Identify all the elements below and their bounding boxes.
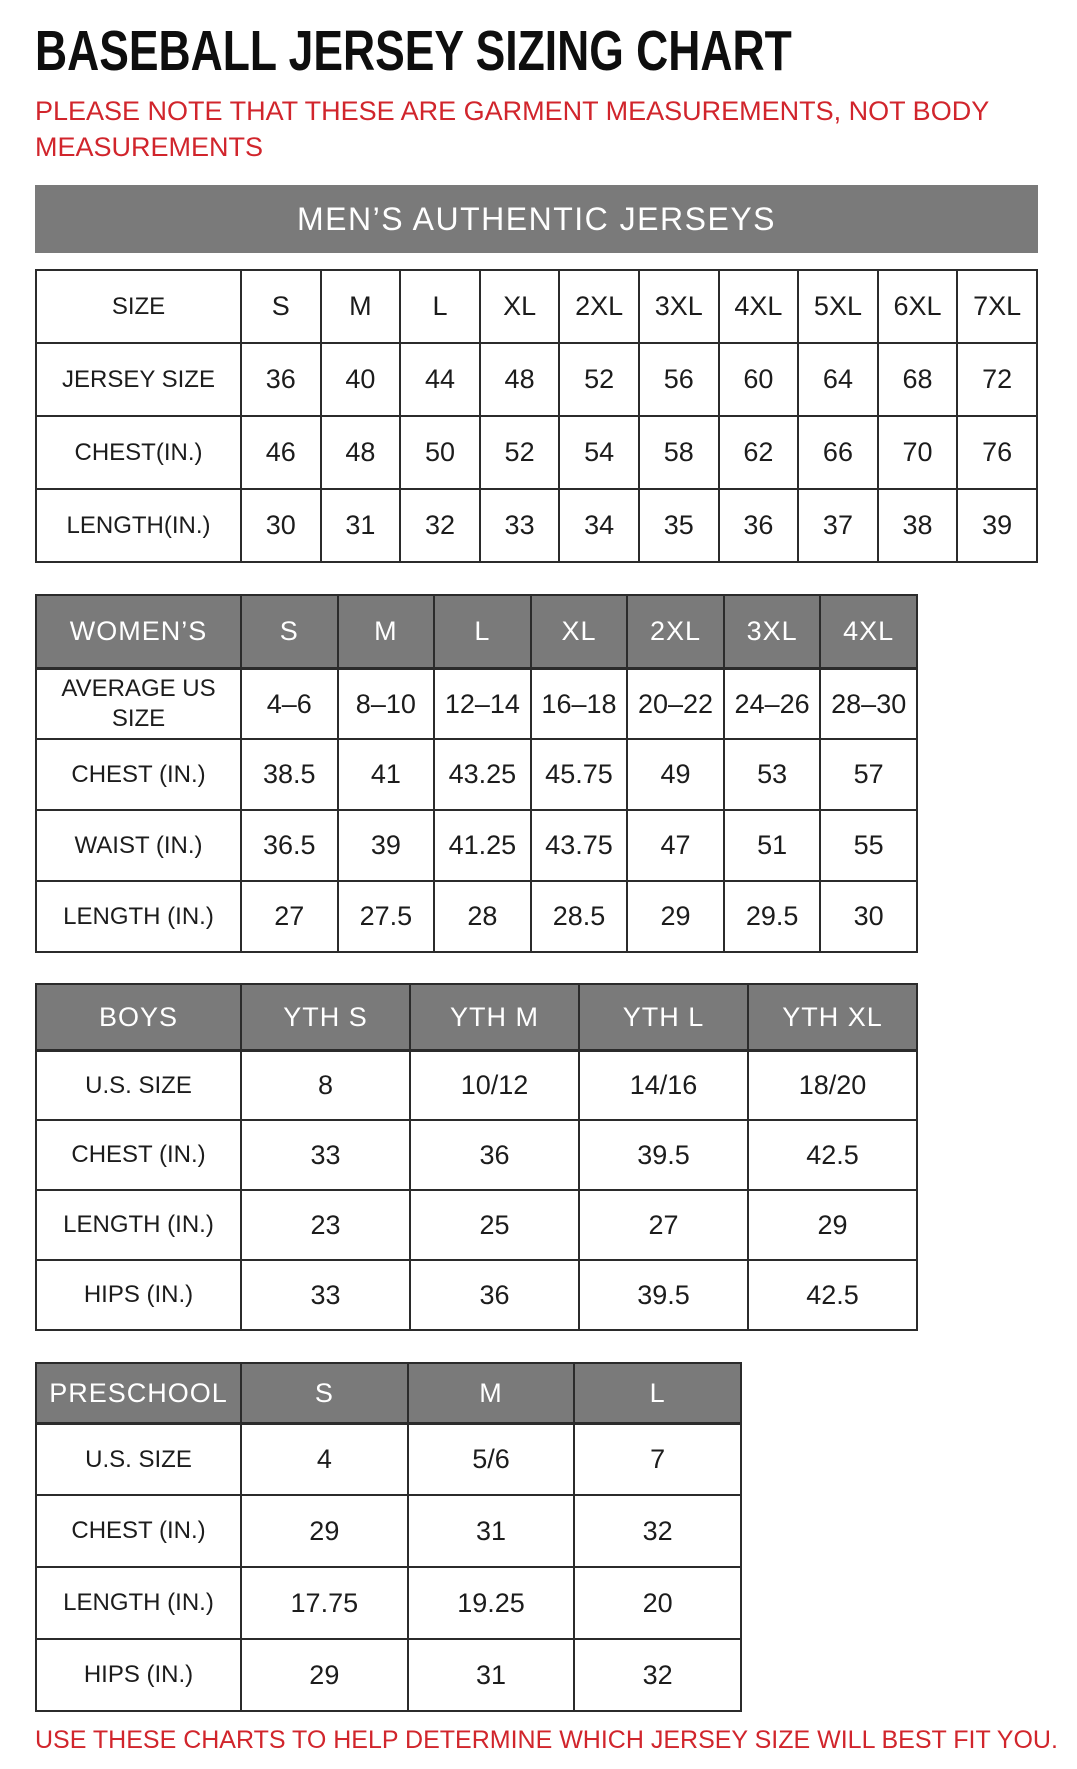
data-cell: 57 bbox=[820, 739, 917, 810]
data-cell: 2XL bbox=[559, 270, 639, 343]
table-row bbox=[36, 1050, 917, 1120]
data-cell: 36.5 bbox=[241, 810, 338, 881]
womens-sizing-table bbox=[35, 594, 918, 953]
preschool-sizing-table bbox=[35, 1362, 742, 1712]
note-line: PLEASE NOTE THAT THESE ARE GARMENT MEASUREMENTS, NOT BODY bbox=[35, 96, 990, 127]
data-cell: 39.5 bbox=[579, 1120, 748, 1190]
data-cell: 68 bbox=[878, 343, 958, 416]
data-cell: 53 bbox=[724, 739, 821, 810]
data-cell: 4–6 bbox=[241, 668, 338, 739]
size-header-cell: YTH M bbox=[410, 984, 579, 1050]
data-cell: 38 bbox=[878, 489, 958, 562]
row-label: LENGTH(IN.) bbox=[36, 489, 241, 562]
table-row bbox=[36, 668, 917, 739]
row-label: U.S. SIZE bbox=[36, 1050, 241, 1120]
data-cell: 7XL bbox=[957, 270, 1037, 343]
data-cell: 33 bbox=[480, 489, 560, 562]
data-cell: 8 bbox=[241, 1050, 410, 1120]
row-label: CHEST(IN.) bbox=[36, 416, 241, 489]
data-cell: 14/16 bbox=[579, 1050, 748, 1120]
preschool-header-row bbox=[36, 1363, 741, 1423]
data-cell: 28 bbox=[434, 881, 531, 952]
table-row bbox=[36, 343, 1037, 416]
size-header-cell: L bbox=[434, 595, 531, 668]
data-cell: 5/6 bbox=[408, 1423, 575, 1495]
row-label: LENGTH (IN.) bbox=[36, 1567, 241, 1639]
data-cell: 24–26 bbox=[724, 668, 821, 739]
data-cell: 12–14 bbox=[434, 668, 531, 739]
data-cell: 20–22 bbox=[627, 668, 724, 739]
size-header-cell: XL bbox=[531, 595, 628, 668]
data-cell: 4 bbox=[241, 1423, 408, 1495]
data-cell: 45.75 bbox=[531, 739, 628, 810]
data-cell: 29 bbox=[241, 1495, 408, 1567]
data-cell: 10/12 bbox=[410, 1050, 579, 1120]
size-header-cell: 4XL bbox=[820, 595, 917, 668]
data-cell: M bbox=[321, 270, 401, 343]
row-label: CHEST (IN.) bbox=[36, 1495, 241, 1567]
data-cell: 42.5 bbox=[748, 1260, 917, 1330]
data-cell: 60 bbox=[719, 343, 799, 416]
data-cell: 28–30 bbox=[820, 668, 917, 739]
data-cell: 35 bbox=[639, 489, 719, 562]
data-cell: 66 bbox=[798, 416, 878, 489]
womens-header-row bbox=[36, 595, 917, 668]
footer-note: USE THESE CHARTS TO HELP DETERMINE WHICH JERSEY SIZE WILL BEST FIT YOU. bbox=[35, 1726, 1058, 1755]
data-cell: 40 bbox=[321, 343, 401, 416]
data-cell: 32 bbox=[400, 489, 480, 562]
row-label: HIPS (IN.) bbox=[36, 1639, 241, 1711]
data-cell: 70 bbox=[878, 416, 958, 489]
data-cell: 37 bbox=[798, 489, 878, 562]
row-label: LENGTH (IN.) bbox=[36, 1190, 241, 1260]
mens-sizing-table bbox=[35, 269, 1038, 563]
size-header-cell: 2XL bbox=[627, 595, 724, 668]
data-cell: 43.75 bbox=[531, 810, 628, 881]
mens-table-banner: MEN’S AUTHENTIC JERSEYS bbox=[35, 185, 1038, 253]
data-cell: 58 bbox=[639, 416, 719, 489]
size-header-cell: S bbox=[241, 595, 338, 668]
row-label: WAIST (IN.) bbox=[36, 810, 241, 881]
data-cell: 34 bbox=[559, 489, 639, 562]
note-line: MEASUREMENTS bbox=[35, 131, 264, 162]
row-label: LENGTH (IN.) bbox=[36, 881, 241, 952]
row-label: JERSEY SIZE bbox=[36, 343, 241, 416]
data-cell: 48 bbox=[480, 343, 560, 416]
size-header-cell: M bbox=[408, 1363, 575, 1423]
table-row bbox=[36, 1567, 741, 1639]
table-row bbox=[36, 1495, 741, 1567]
data-cell: 50 bbox=[400, 416, 480, 489]
data-cell: 7 bbox=[574, 1423, 741, 1495]
table-row bbox=[36, 810, 917, 881]
data-cell: 62 bbox=[719, 416, 799, 489]
data-cell: 36 bbox=[241, 343, 321, 416]
page-title: BASEBALL JERSEY SIZING CHART bbox=[35, 19, 792, 83]
data-cell: S bbox=[241, 270, 321, 343]
data-cell: 51 bbox=[724, 810, 821, 881]
data-cell: 36 bbox=[410, 1120, 579, 1190]
data-cell: 41 bbox=[338, 739, 435, 810]
data-cell: 43.25 bbox=[434, 739, 531, 810]
size-header-cell: 3XL bbox=[724, 595, 821, 668]
data-cell: 31 bbox=[408, 1495, 575, 1567]
table-row bbox=[36, 1190, 917, 1260]
data-cell: 36 bbox=[410, 1260, 579, 1330]
data-cell: 49 bbox=[627, 739, 724, 810]
data-cell: 47 bbox=[627, 810, 724, 881]
data-cell: 29 bbox=[627, 881, 724, 952]
table-row bbox=[36, 881, 917, 952]
data-cell: 27 bbox=[241, 881, 338, 952]
table-row bbox=[36, 739, 917, 810]
data-cell: 33 bbox=[241, 1120, 410, 1190]
table-row bbox=[36, 1260, 917, 1330]
data-cell: 28.5 bbox=[531, 881, 628, 952]
data-cell: 32 bbox=[574, 1495, 741, 1567]
data-cell: 54 bbox=[559, 416, 639, 489]
data-cell: 31 bbox=[408, 1639, 575, 1711]
row-label: CHEST (IN.) bbox=[36, 1120, 241, 1190]
data-cell: 52 bbox=[480, 416, 560, 489]
data-cell: 27.5 bbox=[338, 881, 435, 952]
row-label: U.S. SIZE bbox=[36, 1423, 241, 1495]
data-cell: 30 bbox=[241, 489, 321, 562]
data-cell: 30 bbox=[820, 881, 917, 952]
size-header-cell: M bbox=[338, 595, 435, 668]
data-cell: 56 bbox=[639, 343, 719, 416]
data-cell: 17.75 bbox=[241, 1567, 408, 1639]
data-cell: 55 bbox=[820, 810, 917, 881]
size-header-cell: L bbox=[574, 1363, 741, 1423]
data-cell: 39 bbox=[957, 489, 1037, 562]
garment-measurements-note bbox=[35, 94, 1077, 165]
data-cell: 52 bbox=[559, 343, 639, 416]
row-label: AVERAGE US SIZE bbox=[36, 668, 241, 739]
data-cell: 64 bbox=[798, 343, 878, 416]
data-cell: 8–10 bbox=[338, 668, 435, 739]
table-row bbox=[36, 1639, 741, 1711]
data-cell: 31 bbox=[321, 489, 401, 562]
table-row bbox=[36, 1423, 741, 1495]
womens-header-label: WOMEN’S bbox=[36, 595, 241, 668]
data-cell: 16–18 bbox=[531, 668, 628, 739]
data-cell: 36 bbox=[719, 489, 799, 562]
preschool-header-label: PRESCHOOL bbox=[36, 1363, 241, 1423]
data-cell: 6XL bbox=[878, 270, 958, 343]
data-cell: 29 bbox=[241, 1639, 408, 1711]
table-row bbox=[36, 416, 1037, 489]
data-cell: 20 bbox=[574, 1567, 741, 1639]
data-cell: 18/20 bbox=[748, 1050, 917, 1120]
table-row bbox=[36, 270, 1037, 343]
row-label: SIZE bbox=[36, 270, 241, 343]
data-cell: 38.5 bbox=[241, 739, 338, 810]
data-cell: 32 bbox=[574, 1639, 741, 1711]
table-row bbox=[36, 489, 1037, 562]
size-header-cell: YTH L bbox=[579, 984, 748, 1050]
data-cell: 3XL bbox=[639, 270, 719, 343]
data-cell: XL bbox=[480, 270, 560, 343]
table-row bbox=[36, 1120, 917, 1190]
data-cell: 46 bbox=[241, 416, 321, 489]
data-cell: 42.5 bbox=[748, 1120, 917, 1190]
size-header-cell: YTH XL bbox=[748, 984, 917, 1050]
data-cell: 4XL bbox=[719, 270, 799, 343]
data-cell: 41.25 bbox=[434, 810, 531, 881]
data-cell: 27 bbox=[579, 1190, 748, 1260]
data-cell: 25 bbox=[410, 1190, 579, 1260]
data-cell: 33 bbox=[241, 1260, 410, 1330]
data-cell: 39.5 bbox=[579, 1260, 748, 1330]
boys-header-label: BOYS bbox=[36, 984, 241, 1050]
data-cell: 39 bbox=[338, 810, 435, 881]
data-cell: 76 bbox=[957, 416, 1037, 489]
data-cell: 29 bbox=[748, 1190, 917, 1260]
data-cell: 44 bbox=[400, 343, 480, 416]
data-cell: 48 bbox=[321, 416, 401, 489]
data-cell: 5XL bbox=[798, 270, 878, 343]
data-cell: L bbox=[400, 270, 480, 343]
data-cell: 29.5 bbox=[724, 881, 821, 952]
row-label: HIPS (IN.) bbox=[36, 1260, 241, 1330]
boys-sizing-table bbox=[35, 983, 918, 1331]
size-header-cell: S bbox=[241, 1363, 408, 1423]
size-header-cell: YTH S bbox=[241, 984, 410, 1050]
data-cell: 72 bbox=[957, 343, 1037, 416]
boys-header-row bbox=[36, 984, 917, 1050]
data-cell: 23 bbox=[241, 1190, 410, 1260]
row-label: CHEST (IN.) bbox=[36, 739, 241, 810]
data-cell: 19.25 bbox=[408, 1567, 575, 1639]
